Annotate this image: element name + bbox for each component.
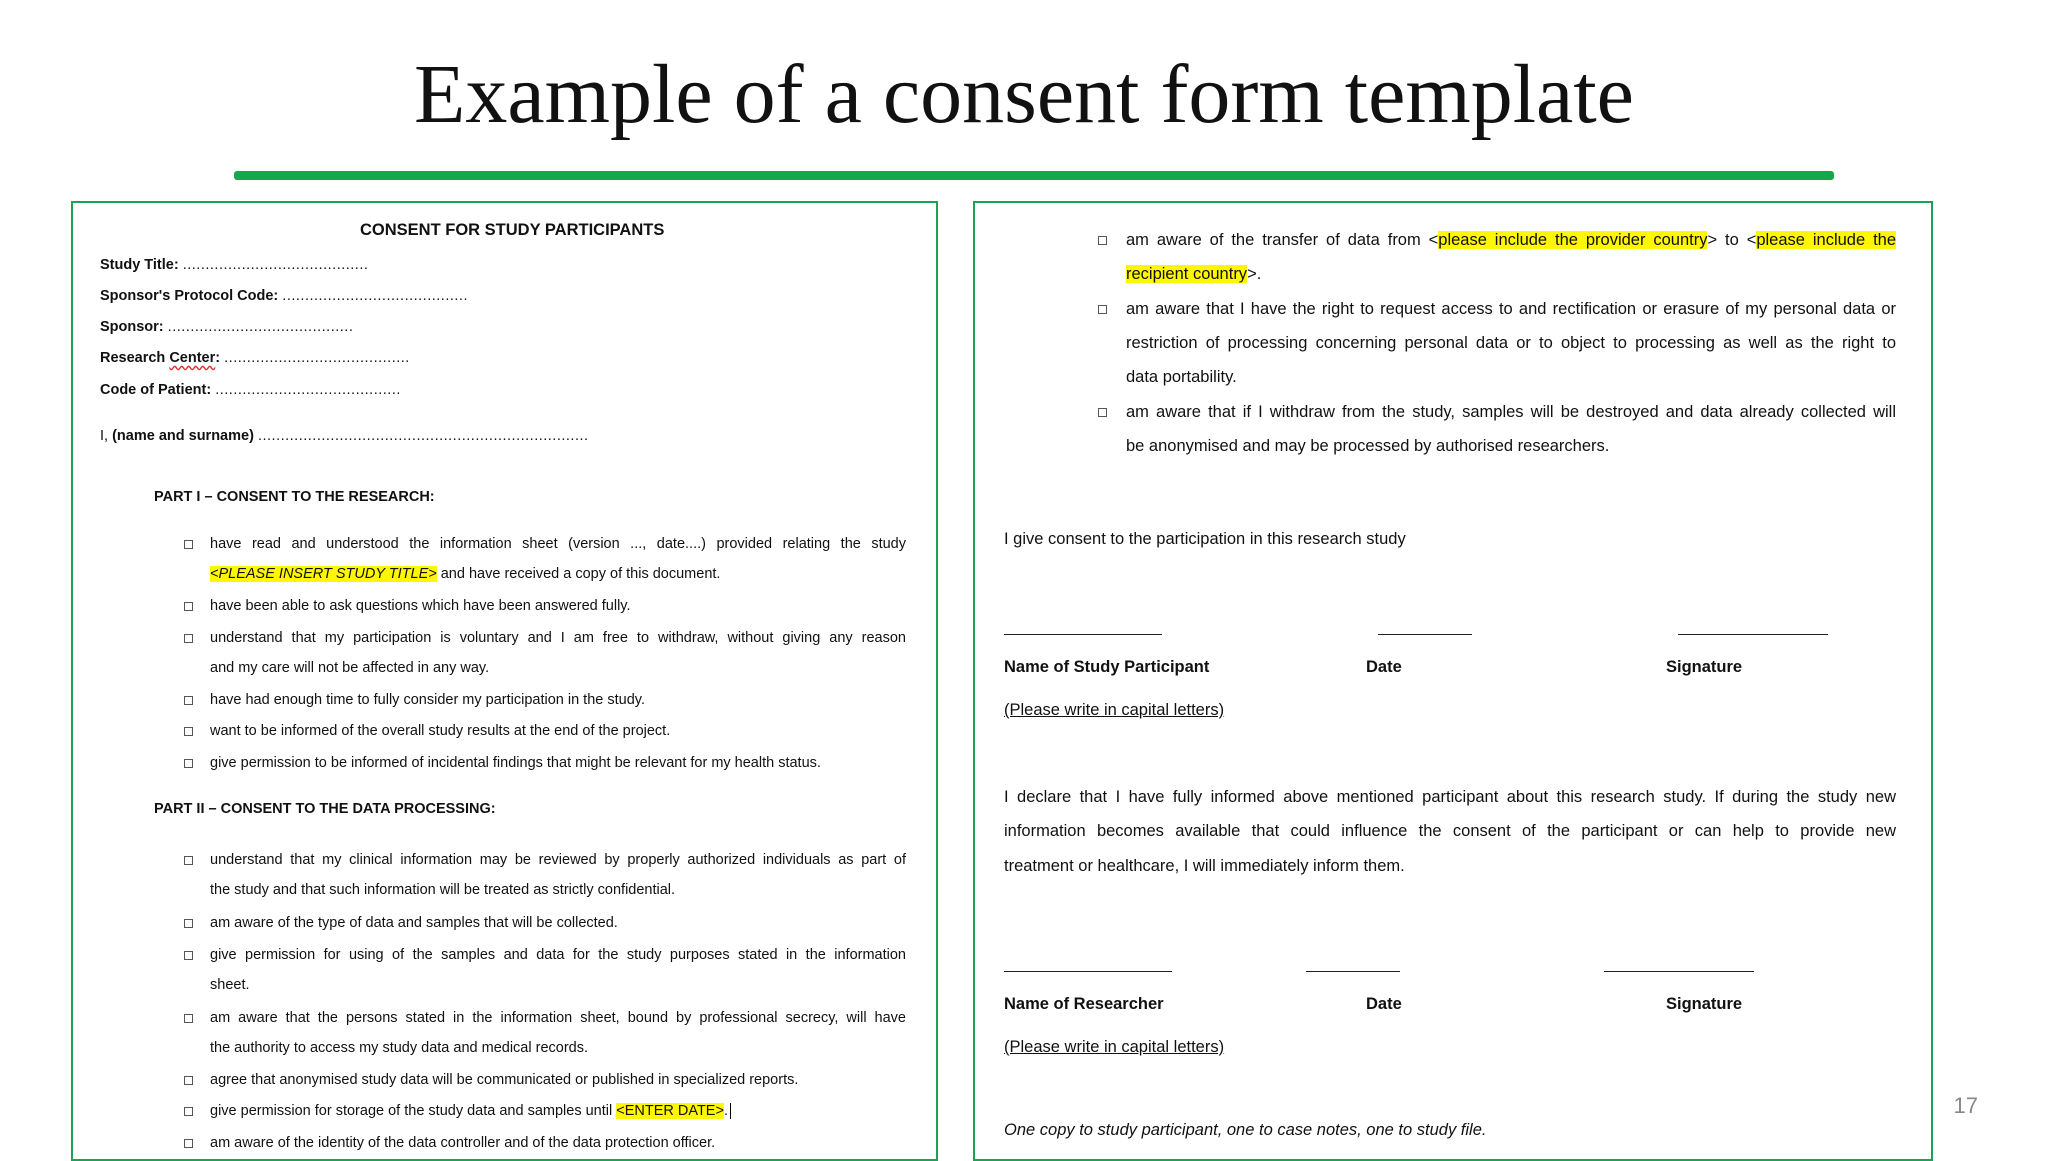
- field-protocol-code: Sponsor's Protocol Code: .........................................: [100, 288, 468, 304]
- checkbox[interactable]: [184, 727, 193, 736]
- participant-name-label: Name of Study Participant: [1004, 658, 1210, 676]
- researcher-name-line[interactable]: [1004, 971, 1172, 972]
- researcher-date-label: Date: [1366, 995, 1402, 1013]
- part1-heading: PART I – CONSENT TO THE RESEARCH:: [154, 489, 435, 505]
- checkbox[interactable]: [184, 856, 193, 865]
- checkbox[interactable]: [184, 1014, 193, 1023]
- researcher-name-label: Name of Researcher: [1004, 995, 1164, 1013]
- participant-signature-label: Signature: [1666, 658, 1743, 676]
- participant-date-label: Date: [1366, 658, 1402, 676]
- checkbox[interactable]: [184, 919, 193, 928]
- checkbox[interactable]: [184, 540, 193, 549]
- researcher-capitals-note: (Please write in capital letters): [1004, 1038, 1225, 1056]
- field-sponsor: Sponsor: .........................................: [100, 319, 354, 335]
- copies-note: One copy to study participant, one to case notes, one to study file.: [1004, 1121, 1487, 1139]
- consent-form-page-1: CONSENT FOR STUDY PARTICIPANTS Study Title: ......................................... Sponsor's Protocol Code: ......................................... Sponsor: ......................................... Research Center: ......................................... Code of Patient: ......................................... I, (name and surname) ......................................................................... PART I – CONSENT TO THE RESEARCH: have read and understood the information sheet (version ..., date....) provided relating the study <PLEASE INSERT STUDY TITLE> and have received a copy of this document. have been able to ask questions which have been answered fully. understand that my participation is voluntary and I am free to withdraw, without giving any reason and my care will not be affected in any way. have had enough time to fully consider my participation in the study. want to be informed of the overall study results at the end of the project. give permission to be informed of incidental findings that might be relevant for my health status. PART II – CONSENT TO THE DATA PROCESSING: understand that my clinical information may be reviewed by properly authorized individuals as part of the study and that such information will be treated as strictly confidential. am aware of the type of data and samples that will be collected. give permission for using of the samples and data for the study purposes stated in the information sheet. am aware that the persons stated in the information sheet, bound by professional secrecy, will have the authority to access my study data and medical records. agree that anonymised study data will be communicated or published in specialized reports. give permission for storage of the study data and samples until <ENTER DATE>. am aware of the identity of the data controller and of the data protection officer.: [71, 201, 938, 1161]
- checkbox[interactable]: [184, 696, 193, 705]
- participant-date-line[interactable]: [1378, 634, 1472, 635]
- page-number: 17: [1953, 1093, 1978, 1118]
- field-patient-code: Code of Patient: .........................................: [100, 382, 401, 398]
- field-research-center: Research Center: .........................................: [100, 350, 410, 366]
- participant-signature-line[interactable]: [1678, 634, 1828, 635]
- field-study-title: Study Title: .........................................: [100, 257, 369, 273]
- researcher-date-line[interactable]: [1306, 971, 1400, 972]
- checkbox[interactable]: [184, 759, 193, 768]
- participant-capitals-note: (Please write in capital letters): [1004, 701, 1225, 719]
- checkbox[interactable]: [1098, 236, 1107, 245]
- declaration-line: I declare that I have fully informed above mentioned participant about this research study. If during the study new: [1004, 788, 1896, 806]
- checkbox[interactable]: [184, 1076, 193, 1085]
- consent-statement: I give consent to the participation in this research study: [1004, 530, 1406, 548]
- slide-title: Example of a consent form template: [414, 48, 1634, 141]
- consent-form-page-2: am aware of the transfer of data from <please include the provider country> to <please include the recipient country>. am aware that I have the right to request access to and rectification or erasure of my personal data or restriction of processing concerning personal data or to object to processing as well as the right to data portability. am aware that if I withdraw from the study, samples will be destroyed and data already collected will be anonymised and may be processed by authorised researchers. I give consent to the participation in this research study Name of Study Participant Date Signature (Please write in capital letters) I declare that I have fully informed above mentioned participant about this research study. If during the study new information becomes available that could influence the consent of the participant or can help to provide new treatment or healthcare, I will immediately inform them. Name of Researcher Date Signature (Please write in capital letters) One copy to study participant, one to case notes, one to study file.: [973, 201, 1933, 1161]
- part2-heading: PART II – CONSENT TO THE DATA PROCESSING:: [154, 801, 496, 817]
- checkbox[interactable]: [1098, 305, 1107, 314]
- declaration-line: information becomes available that could influence the consent of the participant or can help to provide new: [1004, 822, 1896, 840]
- checkbox[interactable]: [184, 602, 193, 611]
- participant-name-line[interactable]: [1004, 634, 1162, 635]
- researcher-signature-line[interactable]: [1604, 971, 1754, 972]
- checkbox[interactable]: [1098, 408, 1107, 417]
- checkbox[interactable]: [184, 634, 193, 643]
- name-line: I, (name and surname) .........................................................................: [100, 428, 589, 444]
- checkbox[interactable]: [184, 1107, 193, 1116]
- declaration-line: treatment or healthcare, I will immediately inform them.: [1004, 857, 1405, 875]
- form-heading: CONSENT FOR STUDY PARTICIPANTS: [360, 221, 665, 239]
- checkbox[interactable]: [184, 1139, 193, 1148]
- title-underline: [234, 171, 1834, 180]
- researcher-signature-label: Signature: [1666, 995, 1743, 1013]
- checkbox[interactable]: [184, 951, 193, 960]
